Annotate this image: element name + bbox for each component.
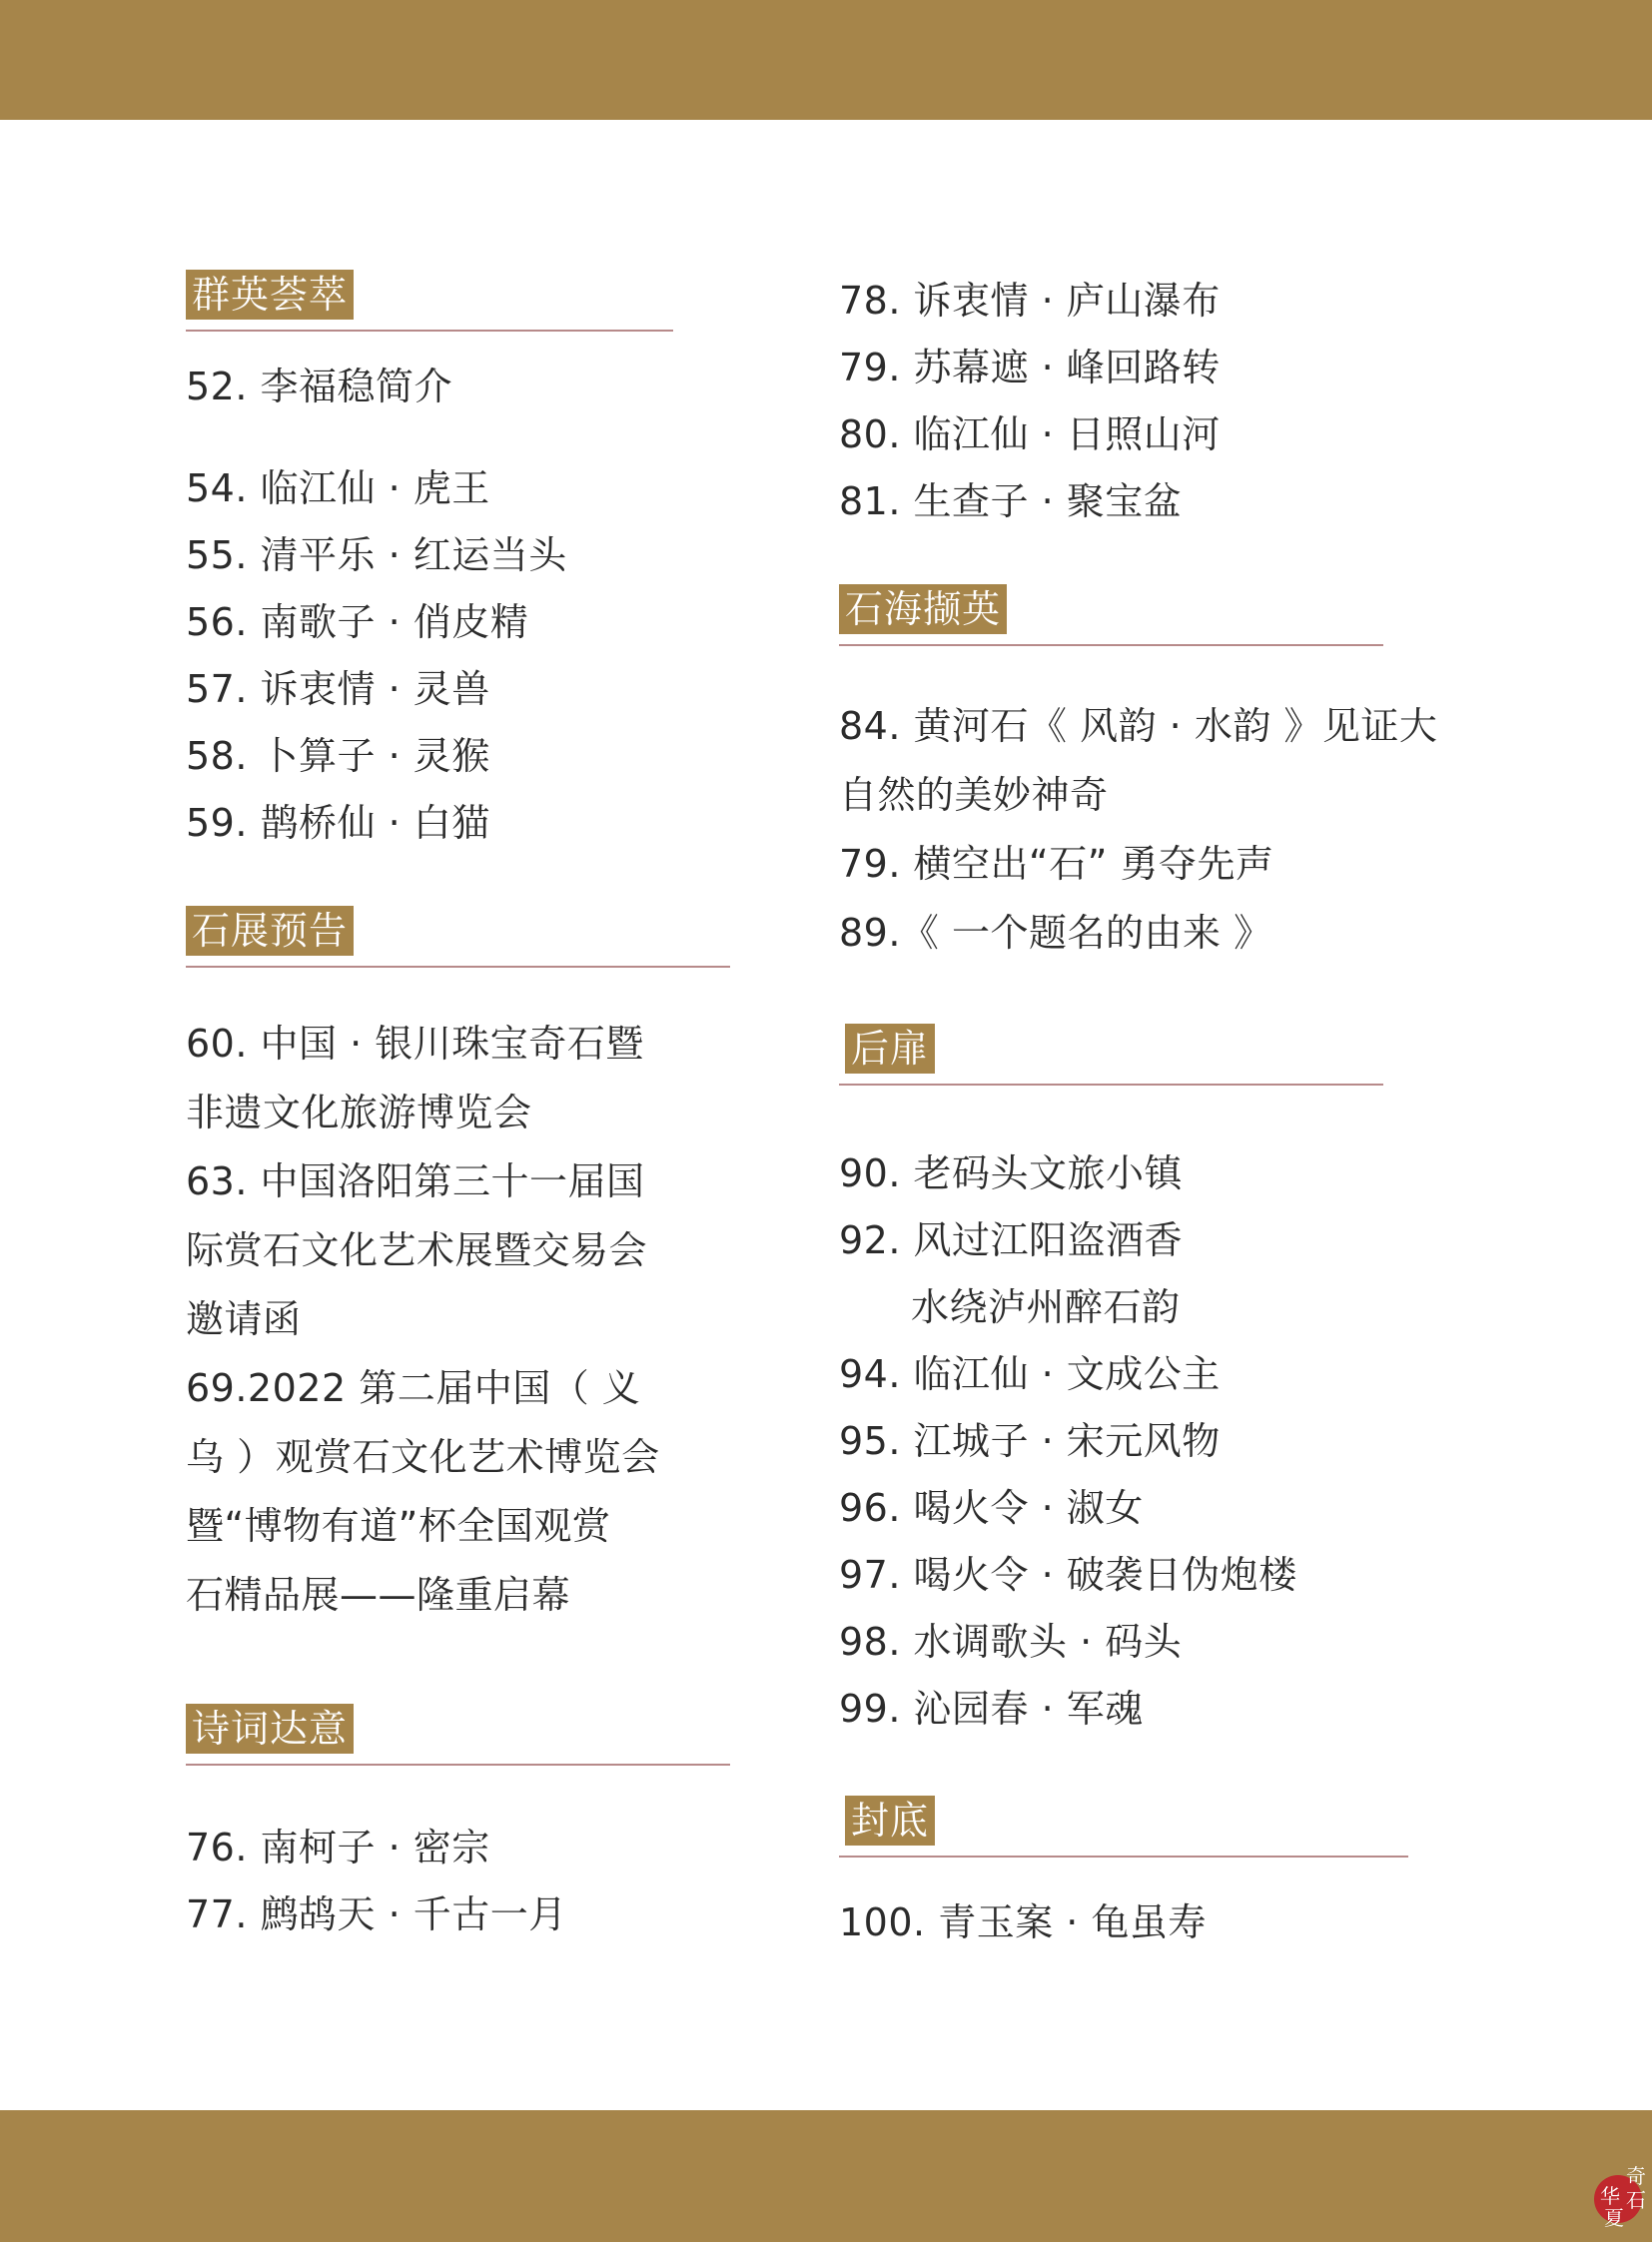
section-title: 石展预告 bbox=[186, 906, 354, 956]
toc-entry[interactable]: 97. 喝火令 · 破袭日伪炮楼 bbox=[839, 1553, 1297, 1597]
section-divider bbox=[839, 1856, 1408, 1858]
toc-entry[interactable]: 81. 生查子 · 聚宝盆 bbox=[839, 479, 1183, 523]
toc-entry[interactable]: 96. 喝火令 · 淑女 bbox=[839, 1486, 1144, 1530]
toc-entry[interactable]: 78. 诉衷情 · 庐山瀑布 bbox=[839, 279, 1221, 323]
logo-char: 石 bbox=[1626, 2188, 1646, 2212]
toc-entry[interactable]: 92. 风过江阳盗酒香 bbox=[839, 1218, 1184, 1262]
toc-entry[interactable]: 76. 南柯子 · 密宗 bbox=[186, 1826, 490, 1869]
logo-char: 夏 bbox=[1604, 2206, 1624, 2230]
toc-entry[interactable]: 100. 青玉案 · 龟虽寿 bbox=[839, 1900, 1207, 1944]
toc-entry[interactable]: 69.2022 第二届中国（ 义 bbox=[186, 1366, 641, 1410]
toc-entry[interactable]: 80. 临江仙 · 日照山河 bbox=[839, 412, 1221, 456]
toc-entry[interactable]: 55. 清平乐 · 红运当头 bbox=[186, 533, 567, 577]
toc-entry[interactable]: 63. 中国洛阳第三十一届国 bbox=[186, 1159, 645, 1203]
toc-entry: 邀请函 bbox=[186, 1297, 302, 1341]
section-divider bbox=[839, 644, 1383, 646]
section-title: 封底 bbox=[845, 1796, 935, 1846]
section-title: 后扉 bbox=[845, 1024, 935, 1074]
bottom-color-band bbox=[0, 2110, 1652, 2242]
toc-entry[interactable]: 84. 黄河石《 风韵 · 水韵 》见证大 bbox=[839, 704, 1438, 748]
toc-entry[interactable]: 90. 老码头文旅小镇 bbox=[839, 1151, 1184, 1195]
section-title: 群英荟萃 bbox=[186, 270, 354, 320]
toc-entry: 乌 ）观赏石文化艺术博览会 bbox=[186, 1435, 660, 1479]
toc-entry[interactable]: 89.《 一个题名的由来 》 bbox=[839, 911, 1272, 955]
section-title: 诗词达意 bbox=[186, 1704, 354, 1754]
logo-char: 华 bbox=[1600, 2184, 1620, 2208]
toc-entry: 自然的美妙神奇 bbox=[839, 773, 1109, 817]
toc-entry[interactable]: 99. 沁园春 · 军魂 bbox=[839, 1687, 1144, 1731]
section-divider bbox=[186, 966, 730, 968]
toc-entry[interactable]: 98. 水调歌头 · 码头 bbox=[839, 1620, 1183, 1664]
toc-entry[interactable]: 58. 卜算子 · 灵猴 bbox=[186, 734, 490, 778]
top-color-band bbox=[0, 0, 1652, 120]
toc-entry[interactable]: 79. 横空出“石” 勇夺先声 bbox=[839, 842, 1274, 886]
publisher-seal-logo bbox=[1586, 2157, 1646, 2237]
toc-entry[interactable]: 56. 南歌子 · 俏皮精 bbox=[186, 600, 529, 644]
toc-entry[interactable]: 95. 江城子 · 宋元风物 bbox=[839, 1419, 1221, 1463]
toc-entry[interactable]: 94. 临江仙 · 文成公主 bbox=[839, 1352, 1221, 1396]
toc-entry[interactable]: 60. 中国 · 银川珠宝奇石暨 bbox=[186, 1022, 644, 1066]
section-divider bbox=[186, 1764, 730, 1766]
section-divider bbox=[186, 330, 673, 332]
toc-entry[interactable]: 54. 临江仙 · 虎王 bbox=[186, 466, 490, 510]
toc-entry[interactable]: 52. 李福稳简介 bbox=[186, 365, 453, 408]
section-title: 石海撷英 bbox=[839, 584, 1007, 634]
toc-entry[interactable]: 79. 苏幕遮 · 峰回路转 bbox=[839, 346, 1221, 389]
section-divider bbox=[839, 1084, 1383, 1086]
toc-entry: 际赏石文化艺术展暨交易会 bbox=[186, 1228, 648, 1272]
toc-entry: 非遗文化旅游博览会 bbox=[186, 1091, 532, 1134]
logo-char: 奇 bbox=[1626, 2164, 1646, 2188]
toc-entry[interactable]: 59. 鹊桥仙 · 白猫 bbox=[186, 801, 490, 845]
toc-entry[interactable]: 57. 诉衷情 · 灵兽 bbox=[186, 667, 490, 711]
toc-entry: 暨“博物有道”杯全国观赏 bbox=[186, 1504, 611, 1548]
toc-entry: 石精品展——隆重启幕 bbox=[186, 1573, 571, 1617]
toc-entry: 水绕泸州醉石韵 bbox=[911, 1285, 1181, 1329]
toc-entry[interactable]: 77. 鹧鸪天 · 千古一月 bbox=[186, 1892, 567, 1936]
